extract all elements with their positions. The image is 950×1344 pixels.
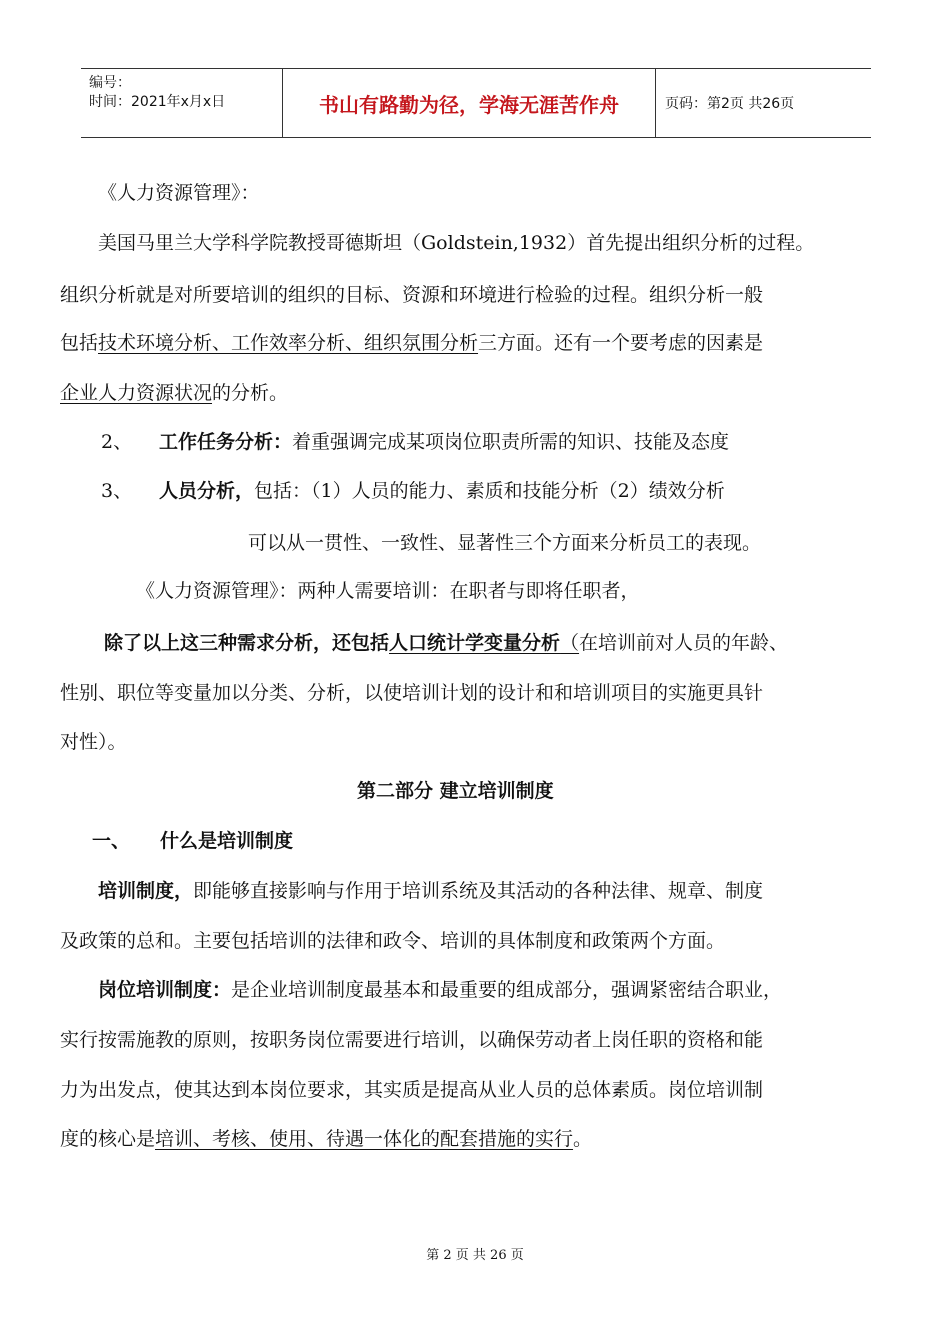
time-label: 时间：2021年x月x日 (89, 94, 226, 110)
paragraph-line (98, 977, 782, 1003)
motto: 书山有路勤为径，学海无涯苦作舟 (282, 69, 656, 137)
paragraph-line (60, 1126, 592, 1152)
text-segment: 包括：（1）人员的能力、素质和技能分析（2）绩效分析 (254, 480, 725, 502)
paragraph-line: 可以从一贯性、一致性、显著性三个方面来分析员工的表现。 (248, 532, 762, 554)
paragraph-line (98, 878, 763, 904)
paragraph-line: 美国马里兰大学科学院教授哥德斯坦（Goldstein,1932）首先提出组织分析的过程。 (98, 232, 815, 254)
underlined-text: 技术环境分析、工作效率分析、组织氛围分析 (98, 332, 479, 354)
paragraph-line: 对性）。 (60, 731, 127, 753)
list-item-2 (101, 429, 729, 455)
page-footer: 第 2 页 共 26 页 (426, 1248, 524, 1263)
list-number: 2、 (101, 431, 133, 453)
list-item-heading: 工作任务分析： (159, 431, 293, 453)
paragraph-line: 性别、职位等变量加以分类、分析，以使培训计划的设计和和培训项目的实施更具针 (60, 682, 764, 704)
list-item-3 (101, 478, 725, 504)
paragraph-line (60, 380, 288, 406)
paragraph-line: 实行按需施教的原则，按职务岗位需要进行培训，以确保劳动者上岗任职的资格和能 (60, 1029, 764, 1051)
text-segment: 是企业培训制度最基本和最重要的组成部分，强调紧密结合职业， (231, 979, 783, 1001)
source-line-1: 《人力资源管理》： (98, 182, 260, 204)
text-segment: 在培训前对人员的年龄、 (579, 632, 789, 654)
bold-underlined-text: 人口统计学变量分析 (389, 632, 561, 654)
paragraph-line (104, 630, 788, 656)
bold-text: 培训制度， (98, 880, 194, 902)
text-segment: 。 (573, 1128, 593, 1150)
bold-text: 除了以上这三种需求分析，还包括 (104, 632, 390, 654)
section-title: 第二部分 建立培训制度 (357, 780, 554, 802)
text-segment: 即能够直接影响与作用于培训系统及其活动的各种法律、规章、制度 (193, 880, 764, 902)
subsection-title: 什么是培训制度 (160, 830, 294, 852)
paragraph-line: 组织分析就是对所要培训的组织的目标、资源和环境进行检验的过程。组织分析一般 (60, 284, 764, 306)
subsection-heading (92, 828, 293, 854)
source-line-2: 《人力资源管理》：两种人需要培训：在职者与即将任职者， (136, 580, 640, 602)
text-segment: 包括 (60, 332, 99, 354)
document-header (81, 68, 871, 138)
header-meta-cell (81, 69, 281, 137)
page-info: 页码：第2页 共26页 (665, 96, 795, 112)
underlined-text: 培训、考核、使用、待遇一体化的配套措施的实行 (155, 1128, 574, 1150)
bold-text: 岗位培训制度： (98, 979, 232, 1001)
paragraph-line: 及政策的总和。主要包括培训的法律和政令、培训的具体制度和政策两个方面。 (60, 930, 726, 952)
list-number: 3、 (101, 480, 133, 502)
number-label: 编号： (89, 75, 131, 91)
underlined-text: （ (560, 632, 580, 654)
subsection-number: 一、 (92, 830, 131, 852)
text-segment: 的分析。 (212, 382, 289, 404)
text-segment: 三方面。还有一个要考虑的因素是 (478, 332, 764, 354)
underlined-text: 企业人力资源状况 (60, 382, 213, 404)
paragraph-line (60, 330, 763, 356)
paragraph-line: 力为出发点，使其达到本岗位要求，其实质是提高从业人员的总体素质。岗位培训制 (60, 1079, 764, 1101)
list-item-heading: 人员分析， (159, 480, 255, 502)
text-segment: 度的核心是 (60, 1128, 156, 1150)
text-segment: 着重强调完成某项岗位职责所需的知识、技能及态度 (292, 431, 730, 453)
